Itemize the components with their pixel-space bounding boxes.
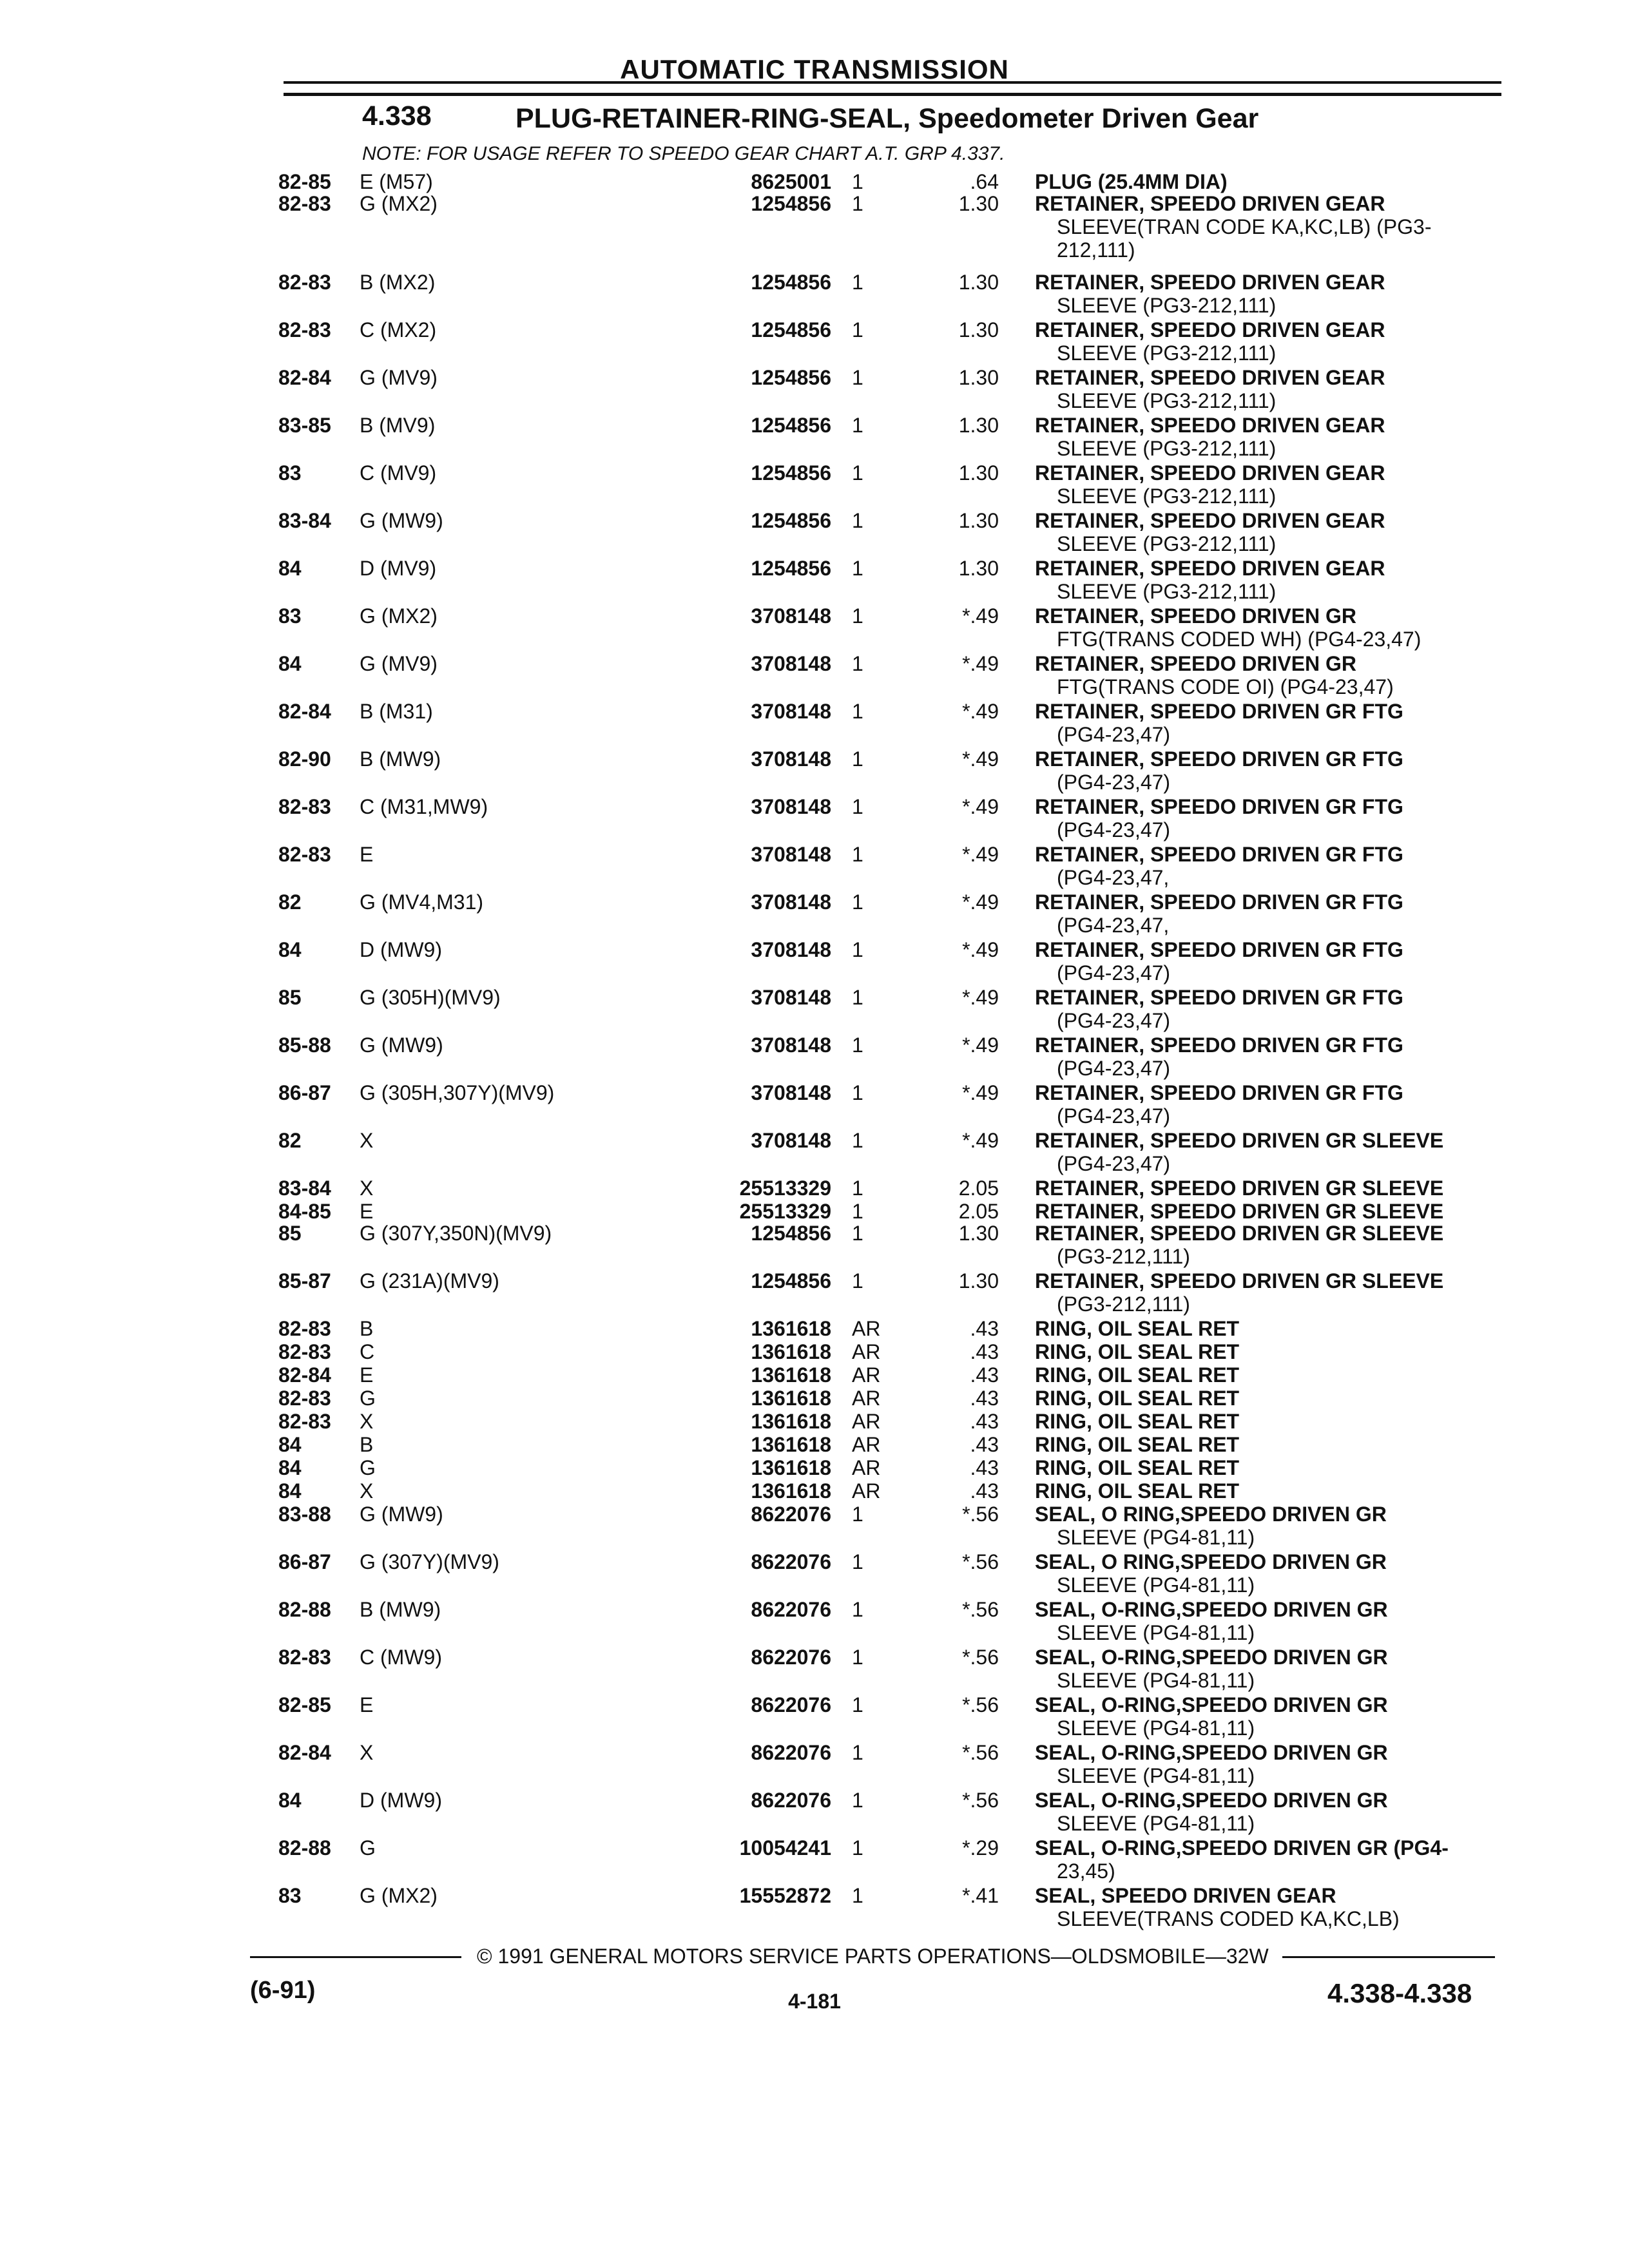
part-description: RING, OIL SEAL RET [1035, 1479, 1240, 1503]
quantity: 1 [852, 604, 863, 628]
quantity: 1 [852, 271, 863, 294]
price: 1.30 [958, 1222, 999, 1245]
part-description: RETAINER, SPEEDO DRIVEN GR FTG [1035, 890, 1403, 914]
series-code: G (MW9) [360, 1503, 443, 1526]
price: *.56 [962, 1598, 999, 1621]
quantity: AR [852, 1317, 881, 1340]
part-description: SEAL, SPEEDO DRIVEN GEAR [1035, 1884, 1336, 1907]
price: *.49 [962, 986, 999, 1009]
part-description-cont: (PG4-23,47) [1057, 961, 1171, 985]
series-code: X [360, 1410, 374, 1433]
part-description: RETAINER, SPEEDO DRIVEN GR SLEEVE [1035, 1200, 1444, 1223]
model-year: 82-88 [278, 1836, 331, 1860]
series-code: E [360, 1693, 374, 1716]
quantity: 1 [852, 795, 863, 818]
part-description-cont: (PG4-23,47) [1057, 771, 1171, 794]
part-description: RETAINER, SPEEDO DRIVEN GEAR [1035, 557, 1385, 580]
series-code: E (M57) [360, 170, 433, 193]
footer-copyright: © 1991 GENERAL MOTORS SERVICE PARTS OPERATIONS—OLDSMOBILE—32W [477, 1945, 1269, 1968]
part-number: 1361618 [751, 1387, 831, 1410]
footer-rule-right [1282, 1956, 1495, 1958]
series-code: C (MX2) [360, 318, 437, 341]
part-description-cont: 212,111) [1057, 238, 1135, 262]
model-year: 83 [278, 461, 302, 485]
series-code: B [360, 1317, 374, 1340]
part-description: RETAINER, SPEEDO DRIVEN GR SLEEVE [1035, 1129, 1444, 1152]
part-description: SEAL, O-RING,SPEEDO DRIVEN GR [1035, 1646, 1388, 1669]
series-code: G (MV9) [360, 652, 438, 675]
section-title: PLUG-RETAINER-RING-SEAL, Speedometer Driven Gear [516, 103, 1259, 134]
quantity: AR [852, 1410, 881, 1433]
quantity: 1 [852, 1033, 863, 1057]
part-description-cont: (PG4-23,47, [1057, 866, 1170, 889]
quantity: 1 [852, 1550, 863, 1573]
quantity: 1 [852, 170, 863, 193]
model-year: 82-83 [278, 1646, 331, 1669]
series-code: G (307Y)(MV9) [360, 1550, 499, 1573]
part-number: 8622076 [751, 1741, 831, 1764]
part-number: 3708148 [751, 890, 831, 914]
quantity: 1 [852, 1741, 863, 1764]
part-description: RING, OIL SEAL RET [1035, 1363, 1240, 1387]
quantity: AR [852, 1340, 881, 1363]
model-year: 83-84 [278, 1177, 331, 1200]
price: *.56 [962, 1503, 999, 1526]
quantity: 1 [852, 1081, 863, 1104]
part-description-cont: SLEEVE (PG3-212,111) [1057, 437, 1277, 460]
part-description: RETAINER, SPEEDO DRIVEN GR [1035, 604, 1357, 628]
quantity: 1 [852, 986, 863, 1009]
part-description-cont: SLEEVE (PG4-81,11) [1057, 1764, 1255, 1787]
part-number: 1361618 [751, 1363, 831, 1387]
model-year: 82-83 [278, 1317, 331, 1340]
price: .43 [970, 1456, 999, 1479]
part-number: 1254856 [751, 1222, 831, 1245]
part-number: 1254856 [751, 557, 831, 580]
price: .64 [970, 170, 999, 193]
part-number: 1254856 [751, 509, 831, 532]
quantity: 1 [852, 557, 863, 580]
part-description: RETAINER, SPEEDO DRIVEN GR SLEEVE [1035, 1177, 1444, 1200]
model-year: 82-88 [278, 1598, 331, 1621]
price: .43 [970, 1363, 999, 1387]
quantity: AR [852, 1387, 881, 1410]
model-year: 82-90 [278, 747, 331, 771]
price: *.56 [962, 1741, 999, 1764]
part-description: SEAL, O-RING,SPEEDO DRIVEN GR [1035, 1693, 1388, 1716]
part-number: 3708148 [751, 604, 831, 628]
part-description: RING, OIL SEAL RET [1035, 1340, 1240, 1363]
model-year: 83-84 [278, 509, 331, 532]
series-code: B (MW9) [360, 747, 441, 771]
model-year: 82-85 [278, 1693, 331, 1716]
part-description-cont: FTG(TRANS CODE OI) (PG4-23,47) [1057, 675, 1394, 698]
price: *.49 [962, 1129, 999, 1152]
series-code: E [360, 843, 374, 866]
price: 1.30 [958, 1269, 999, 1293]
series-code: X [360, 1129, 374, 1152]
part-description: RING, OIL SEAL RET [1035, 1410, 1240, 1433]
part-description: RETAINER, SPEEDO DRIVEN GR FTG [1035, 986, 1403, 1009]
model-year: 82-83 [278, 1387, 331, 1410]
part-number: 1254856 [751, 414, 831, 437]
part-number: 1254856 [751, 318, 831, 341]
part-description-cont: SLEEVE (PG3-212,111) [1057, 294, 1277, 317]
price: 1.30 [958, 366, 999, 389]
part-description: RETAINER, SPEEDO DRIVEN GR SLEEVE [1035, 1269, 1444, 1293]
price: *.49 [962, 795, 999, 818]
section-number: 4.338 [362, 101, 432, 131]
part-description-cont: SLEEVE (PG3-212,111) [1057, 341, 1277, 365]
quantity: 1 [852, 843, 863, 866]
part-number: 8622076 [751, 1598, 831, 1621]
quantity: 1 [852, 1222, 863, 1245]
series-code: C (MW9) [360, 1646, 442, 1669]
series-code: B (MW9) [360, 1598, 441, 1621]
quantity: 1 [852, 652, 863, 675]
price: .43 [970, 1410, 999, 1433]
footer-rule-left [250, 1956, 461, 1958]
model-year: 85-87 [278, 1269, 331, 1293]
price: *.56 [962, 1646, 999, 1669]
part-description: RETAINER, SPEEDO DRIVEN GR FTG [1035, 938, 1403, 961]
part-number: 10054241 [739, 1836, 831, 1860]
price: *.56 [962, 1693, 999, 1716]
footer-date: (6-91) [250, 1977, 316, 2004]
part-description: RETAINER, SPEEDO DRIVEN GEAR [1035, 318, 1385, 341]
series-code: G (305H,307Y)(MV9) [360, 1081, 555, 1104]
part-description: RETAINER, SPEEDO DRIVEN GEAR [1035, 271, 1385, 294]
series-code: G [360, 1387, 376, 1410]
part-description-cont: SLEEVE (PG4-81,11) [1057, 1526, 1255, 1549]
series-code: G (305H)(MV9) [360, 986, 501, 1009]
model-year: 83-85 [278, 414, 331, 437]
quantity: 1 [852, 1646, 863, 1669]
series-code: G [360, 1836, 376, 1860]
price: *.49 [962, 938, 999, 961]
part-number: 3708148 [751, 986, 831, 1009]
model-year: 84 [278, 1789, 302, 1812]
series-code: G (231A)(MV9) [360, 1269, 499, 1293]
quantity: 1 [852, 1693, 863, 1716]
part-number: 1361618 [751, 1410, 831, 1433]
part-description: PLUG (25.4MM DIA) [1035, 170, 1228, 193]
model-year: 83-88 [278, 1503, 331, 1526]
series-code: C [360, 1340, 375, 1363]
price: 1.30 [958, 557, 999, 580]
part-description: RING, OIL SEAL RET [1035, 1433, 1240, 1456]
part-description: RETAINER, SPEEDO DRIVEN GR SLEEVE [1035, 1222, 1444, 1245]
series-code: G (MV4,M31) [360, 890, 484, 914]
part-description: RETAINER, SPEEDO DRIVEN GR FTG [1035, 843, 1403, 866]
price: *.56 [962, 1789, 999, 1812]
quantity: 1 [852, 1884, 863, 1907]
quantity: AR [852, 1456, 881, 1479]
part-number: 3708148 [751, 747, 831, 771]
price: *.29 [962, 1836, 999, 1860]
model-year: 82-84 [278, 700, 331, 723]
series-code: B (M31) [360, 700, 433, 723]
price: 1.30 [958, 271, 999, 294]
part-description-cont: (PG4-23,47) [1057, 1152, 1171, 1175]
price: *.49 [962, 700, 999, 723]
model-year: 82-84 [278, 366, 331, 389]
series-code: G (307Y,350N)(MV9) [360, 1222, 552, 1245]
price: *.49 [962, 1033, 999, 1057]
part-number: 3708148 [751, 700, 831, 723]
series-code: D (MW9) [360, 1789, 442, 1812]
series-code: E [360, 1200, 374, 1223]
part-description: RETAINER, SPEEDO DRIVEN GEAR [1035, 509, 1385, 532]
part-number: 1361618 [751, 1479, 831, 1503]
price: 1.30 [958, 509, 999, 532]
part-description: RETAINER, SPEEDO DRIVEN GR FTG [1035, 1033, 1403, 1057]
part-description-cont: FTG(TRANS CODED WH) (PG4-23,47) [1057, 628, 1422, 651]
part-description: RETAINER, SPEEDO DRIVEN GEAR [1035, 192, 1385, 215]
model-year: 84 [278, 1433, 302, 1456]
part-description: SEAL, O RING,SPEEDO DRIVEN GR [1035, 1503, 1387, 1526]
series-code: X [360, 1177, 374, 1200]
series-code: G (MV9) [360, 366, 438, 389]
series-code: X [360, 1479, 374, 1503]
model-year: 82 [278, 1129, 302, 1152]
part-description-cont: (PG4-23,47) [1057, 723, 1171, 746]
series-code: C (M31,MW9) [360, 795, 488, 818]
part-description: SEAL, O-RING,SPEEDO DRIVEN GR [1035, 1598, 1388, 1621]
part-description-cont: SLEEVE (PG3-212,111) [1057, 485, 1277, 508]
model-year: 82-83 [278, 1340, 331, 1363]
model-year: 83 [278, 604, 302, 628]
part-number: 3708148 [751, 843, 831, 866]
model-year: 82-83 [278, 795, 331, 818]
part-number: 3708148 [751, 938, 831, 961]
series-code: D (MW9) [360, 938, 442, 961]
part-description-cont: SLEEVE (PG3-212,111) [1057, 580, 1277, 603]
part-number: 1254856 [751, 192, 831, 215]
quantity: 1 [852, 1269, 863, 1293]
part-description-cont: SLEEVE (PG4-81,11) [1057, 1812, 1255, 1835]
part-number: 3708148 [751, 1081, 831, 1104]
footer-section-range: 4.338-4.338 [1327, 1978, 1472, 2008]
part-number: 1254856 [751, 271, 831, 294]
series-code: B [360, 1433, 374, 1456]
price: *.49 [962, 843, 999, 866]
footer-page-number: 4-181 [788, 1990, 841, 2013]
quantity: 1 [852, 461, 863, 485]
part-number: 1361618 [751, 1340, 831, 1363]
model-year: 86-87 [278, 1550, 331, 1573]
part-description: SEAL, O-RING,SPEEDO DRIVEN GR [1035, 1789, 1388, 1812]
part-number: 1361618 [751, 1317, 831, 1340]
part-number: 25513329 [739, 1200, 831, 1223]
part-number: 8622076 [751, 1693, 831, 1716]
part-description: RETAINER, SPEEDO DRIVEN GR FTG [1035, 1081, 1403, 1104]
part-number: 8622076 [751, 1503, 831, 1526]
part-description: RETAINER, SPEEDO DRIVEN GR [1035, 652, 1357, 675]
part-description-cont: SLEEVE (PG3-212,111) [1057, 532, 1277, 555]
part-number: 15552872 [739, 1884, 831, 1907]
model-year: 86-87 [278, 1081, 331, 1104]
price: *.49 [962, 652, 999, 675]
part-description: RETAINER, SPEEDO DRIVEN GR FTG [1035, 747, 1403, 771]
part-number: 3708148 [751, 1129, 831, 1152]
model-year: 82-83 [278, 271, 331, 294]
part-description-cont: (PG4-23,47) [1057, 1104, 1171, 1128]
model-year: 82-83 [278, 1410, 331, 1433]
part-description-cont: (PG4-23,47) [1057, 818, 1171, 841]
series-code: B (MV9) [360, 414, 436, 437]
part-description-cont: (PG4-23,47, [1057, 914, 1170, 937]
quantity: 1 [852, 414, 863, 437]
price: 1.30 [958, 414, 999, 437]
series-code: D (MV9) [360, 557, 437, 580]
price: 1.30 [958, 192, 999, 215]
series-code: G (MW9) [360, 1033, 443, 1057]
model-year: 83 [278, 1884, 302, 1907]
price: *.41 [962, 1884, 999, 1907]
part-description: RETAINER, SPEEDO DRIVEN GEAR [1035, 366, 1385, 389]
series-code: X [360, 1741, 374, 1764]
price: .43 [970, 1387, 999, 1410]
price: 2.05 [958, 1177, 999, 1200]
part-number: 1361618 [751, 1456, 831, 1479]
quantity: 1 [852, 509, 863, 532]
series-code: G (MX2) [360, 192, 438, 215]
series-code: G [360, 1456, 376, 1479]
series-code: G (MX2) [360, 604, 438, 628]
part-number: 8625001 [751, 170, 831, 193]
part-number: 1361618 [751, 1433, 831, 1456]
part-description: RING, OIL SEAL RET [1035, 1456, 1240, 1479]
quantity: AR [852, 1433, 881, 1456]
model-year: 82-85 [278, 170, 331, 193]
price: *.56 [962, 1550, 999, 1573]
quantity: AR [852, 1363, 881, 1387]
part-number: 3708148 [751, 652, 831, 675]
model-year: 84-85 [278, 1200, 331, 1223]
model-year: 82-84 [278, 1741, 331, 1764]
part-description-cont: SLEEVE (PG4-81,11) [1057, 1669, 1255, 1692]
price: .43 [970, 1433, 999, 1456]
model-year: 85-88 [278, 1033, 331, 1057]
part-description: SEAL, O-RING,SPEEDO DRIVEN GR (PG4- [1035, 1836, 1449, 1860]
part-number: 8622076 [751, 1789, 831, 1812]
model-year: 82 [278, 890, 302, 914]
model-year: 82-83 [278, 318, 331, 341]
quantity: 1 [852, 1598, 863, 1621]
part-description-cont: 23,45) [1057, 1860, 1115, 1883]
price: 1.30 [958, 461, 999, 485]
price: *.49 [962, 747, 999, 771]
part-number: 8622076 [751, 1646, 831, 1669]
part-description-cont: (PG4-23,47) [1057, 1057, 1171, 1080]
part-description-cont: SLEEVE (PG4-81,11) [1057, 1716, 1255, 1740]
price: .43 [970, 1479, 999, 1503]
series-code: G (MW9) [360, 509, 443, 532]
model-year: 84 [278, 1456, 302, 1479]
part-description: SEAL, O RING,SPEEDO DRIVEN GR [1035, 1550, 1387, 1573]
price: 1.30 [958, 318, 999, 341]
price: .43 [970, 1340, 999, 1363]
quantity: 1 [852, 938, 863, 961]
model-year: 82-84 [278, 1363, 331, 1387]
part-number: 3708148 [751, 795, 831, 818]
series-code: B (MX2) [360, 271, 436, 294]
model-year: 84 [278, 557, 302, 580]
part-number: 8622076 [751, 1550, 831, 1573]
quantity: 1 [852, 747, 863, 771]
price: .43 [970, 1317, 999, 1340]
part-description-cont: SLEEVE(TRAN CODE KA,KC,LB) (PG3- [1057, 215, 1432, 238]
part-description: RETAINER, SPEEDO DRIVEN GR FTG [1035, 795, 1403, 818]
part-number: 1254856 [751, 1269, 831, 1293]
series-code: C (MV9) [360, 461, 437, 485]
model-year: 84 [278, 1479, 302, 1503]
quantity: 1 [852, 1177, 863, 1200]
model-year: 84 [278, 938, 302, 961]
part-description-cont: SLEEVE (PG3-212,111) [1057, 389, 1277, 412]
part-description: SEAL, O-RING,SPEEDO DRIVEN GR [1035, 1741, 1388, 1764]
quantity: 1 [852, 700, 863, 723]
series-code: E [360, 1363, 374, 1387]
part-description: RETAINER, SPEEDO DRIVEN GEAR [1035, 461, 1385, 485]
series-code: G (MX2) [360, 1884, 438, 1907]
part-description-cont: SLEEVE(TRANS CODED KA,KC,LB) [1057, 1907, 1400, 1930]
page-header: AUTOMATIC TRANSMISSION [620, 54, 1009, 84]
price: *.49 [962, 1081, 999, 1104]
price: *.49 [962, 890, 999, 914]
part-description-cont: (PG3-212,111) [1057, 1293, 1190, 1316]
part-number: 25513329 [739, 1177, 831, 1200]
model-year: 82-83 [278, 843, 331, 866]
quantity: 1 [852, 1129, 863, 1152]
quantity: 1 [852, 1789, 863, 1812]
quantity: 1 [852, 192, 863, 215]
quantity: AR [852, 1479, 881, 1503]
part-description: RETAINER, SPEEDO DRIVEN GEAR [1035, 414, 1385, 437]
part-number: 3708148 [751, 1033, 831, 1057]
part-description: RING, OIL SEAL RET [1035, 1317, 1240, 1340]
quantity: 1 [852, 366, 863, 389]
part-description: RETAINER, SPEEDO DRIVEN GR FTG [1035, 700, 1403, 723]
quantity: 1 [852, 1503, 863, 1526]
quantity: 1 [852, 890, 863, 914]
part-number: 1254856 [751, 461, 831, 485]
usage-note: NOTE: FOR USAGE REFER TO SPEEDO GEAR CHART A.T. GRP 4.337. [362, 143, 1005, 164]
part-description-cont: SLEEVE (PG4-81,11) [1057, 1621, 1255, 1644]
model-year: 85 [278, 1222, 302, 1245]
quantity: 1 [852, 1836, 863, 1860]
part-description-cont: (PG3-212,111) [1057, 1245, 1190, 1268]
model-year: 84 [278, 652, 302, 675]
model-year: 85 [278, 986, 302, 1009]
part-description: RING, OIL SEAL RET [1035, 1387, 1240, 1410]
part-description-cont: SLEEVE (PG4-81,11) [1057, 1573, 1255, 1597]
model-year: 82-83 [278, 192, 331, 215]
price: *.49 [962, 604, 999, 628]
price: 2.05 [958, 1200, 999, 1223]
part-description-cont: (PG4-23,47) [1057, 1009, 1171, 1032]
quantity: 1 [852, 318, 863, 341]
quantity: 1 [852, 1200, 863, 1223]
part-number: 1254856 [751, 366, 831, 389]
